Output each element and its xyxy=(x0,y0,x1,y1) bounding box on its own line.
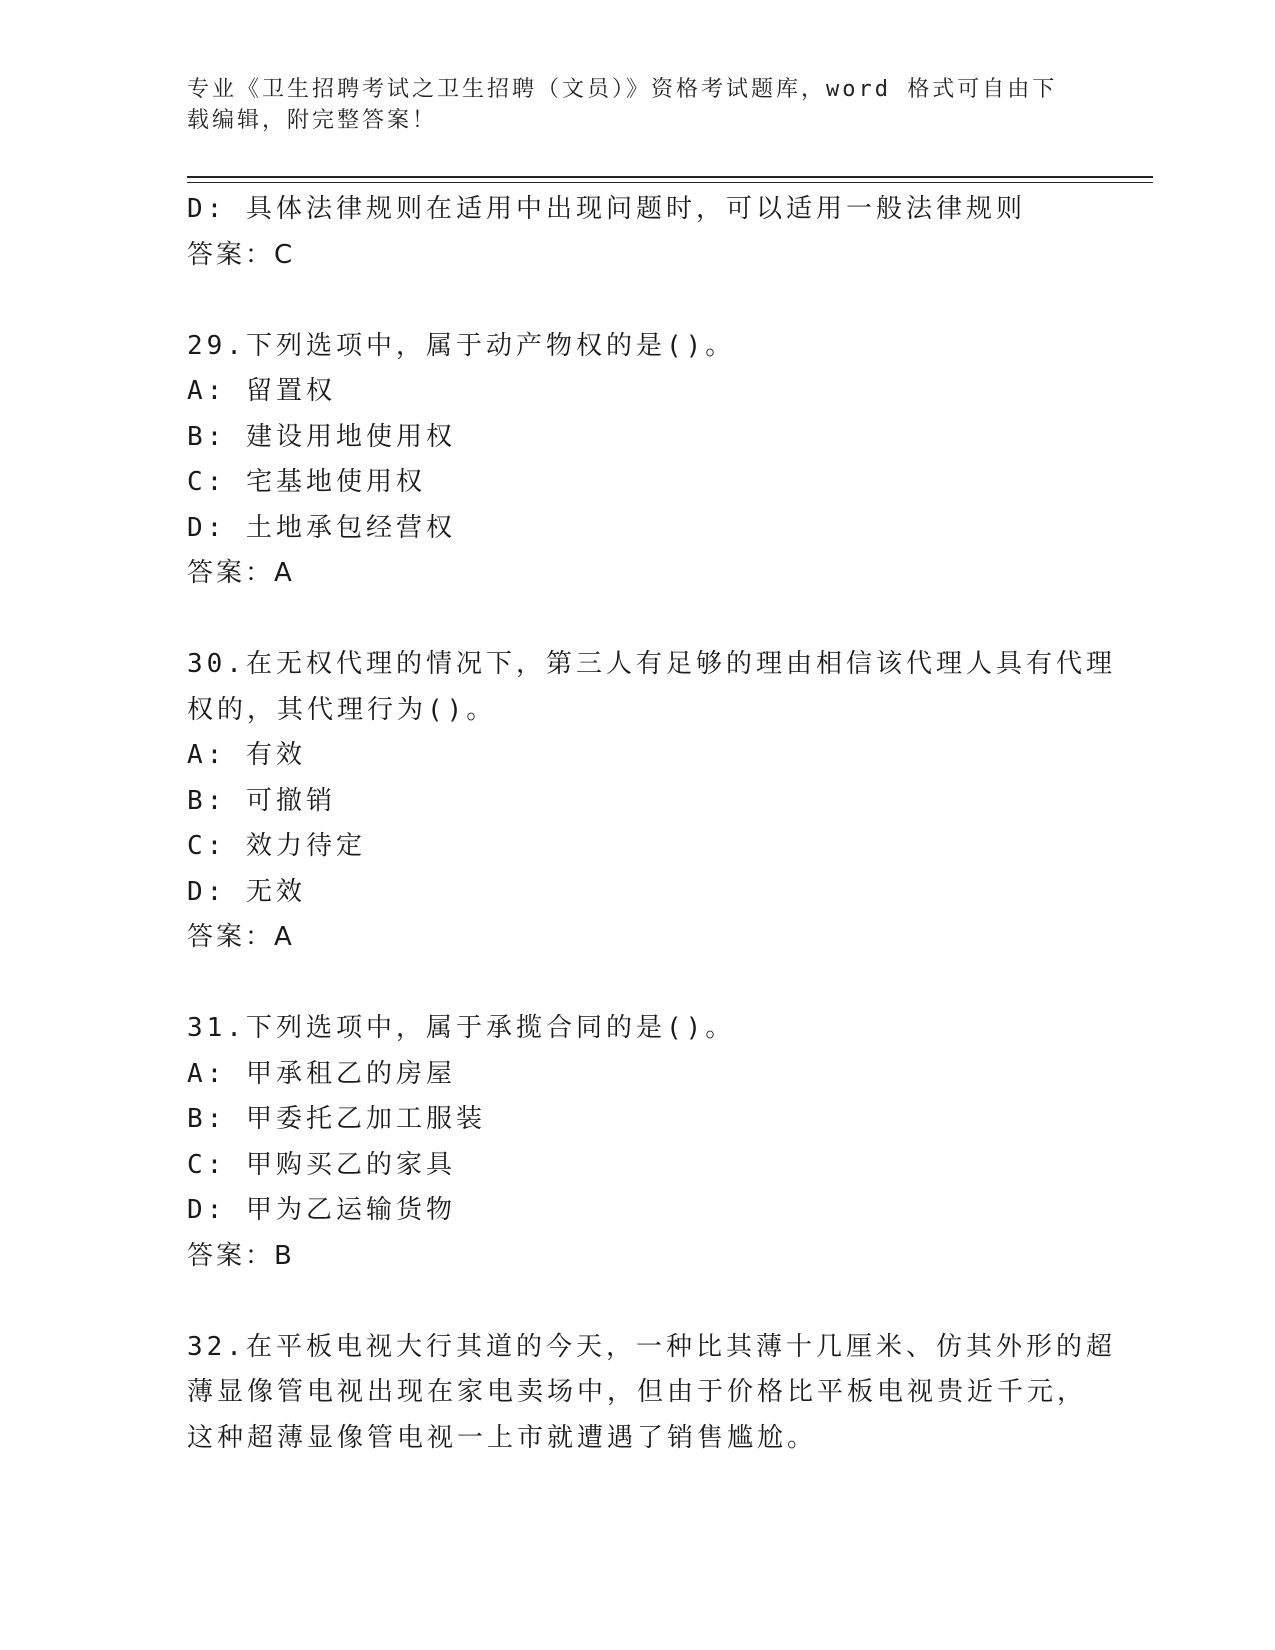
question-29-option-d: D: 土地承包经营权 xyxy=(187,512,456,543)
question-29-option-c: C: 宅基地使用权 xyxy=(187,467,426,497)
spacer xyxy=(187,961,1087,1007)
question-29-answer: 答案：A xyxy=(187,558,295,588)
question-31-answer: 答案：B xyxy=(187,1240,295,1271)
option-d: D: 具体法律规则在适用中出现问题时，可以适用一般法律规则 xyxy=(187,194,1026,224)
spacer xyxy=(187,1279,1087,1325)
question-30-option-c: C: 效力待定 xyxy=(187,831,366,861)
question-32-stem-line-3: 这种超薄显像管电视一上市就遭遇了销售尴尬。 xyxy=(187,1422,818,1453)
question-31-option-a: A: 甲承租乙的房屋 xyxy=(187,1058,456,1089)
question-32-stem-line-1: 32.在平板电视大行其道的今天，一种比其薄十几厘米、仿其外形的超 xyxy=(187,1331,1116,1362)
question-30-option-b: B: 可撤销 xyxy=(187,785,336,816)
question-31-option-b: B: 甲委托乙加工服装 xyxy=(187,1104,486,1134)
question-30-option-a: A: 有效 xyxy=(187,740,306,770)
question-content xyxy=(187,187,1116,1461)
document-header: 专业《卫生招聘考试之卫生招聘（文员）》资格考试题库，word 格式可自由下载编辑，附完整答案！ xyxy=(187,77,1058,133)
spacer xyxy=(187,597,1087,643)
question-32-stem-line-2: 薄显像管电视出现在家电卖场中，但由于价格比平板电视贵近千元， xyxy=(187,1377,1088,1407)
question-30-option-d: D: 无效 xyxy=(187,876,306,907)
spacer xyxy=(187,278,1087,324)
question-29-option-b: B: 建设用地使用权 xyxy=(187,421,456,452)
question-30-stem-line-2: 权的，其代理行为()。 xyxy=(187,694,497,725)
question-31-option-d: D: 甲为乙运输货物 xyxy=(187,1195,456,1225)
header-divider-thin xyxy=(187,182,1153,183)
question-30-stem-line-1: 30.在无权代理的情况下，第三人有足够的理由相信该代理人具有代理 xyxy=(187,649,1116,679)
question-29-stem: 29.下列选项中，属于动产物权的是()。 xyxy=(187,330,736,361)
question-29-option-a: A: 留置权 xyxy=(187,376,336,406)
header-divider-thick xyxy=(187,176,1153,178)
question-31-option-c: C: 甲购买乙的家具 xyxy=(187,1149,456,1180)
question-31-stem: 31.下列选项中，属于承揽合同的是()。 xyxy=(187,1013,736,1043)
answer-line: 答案：C xyxy=(187,239,296,270)
question-30-answer: 答案：A xyxy=(187,922,295,952)
